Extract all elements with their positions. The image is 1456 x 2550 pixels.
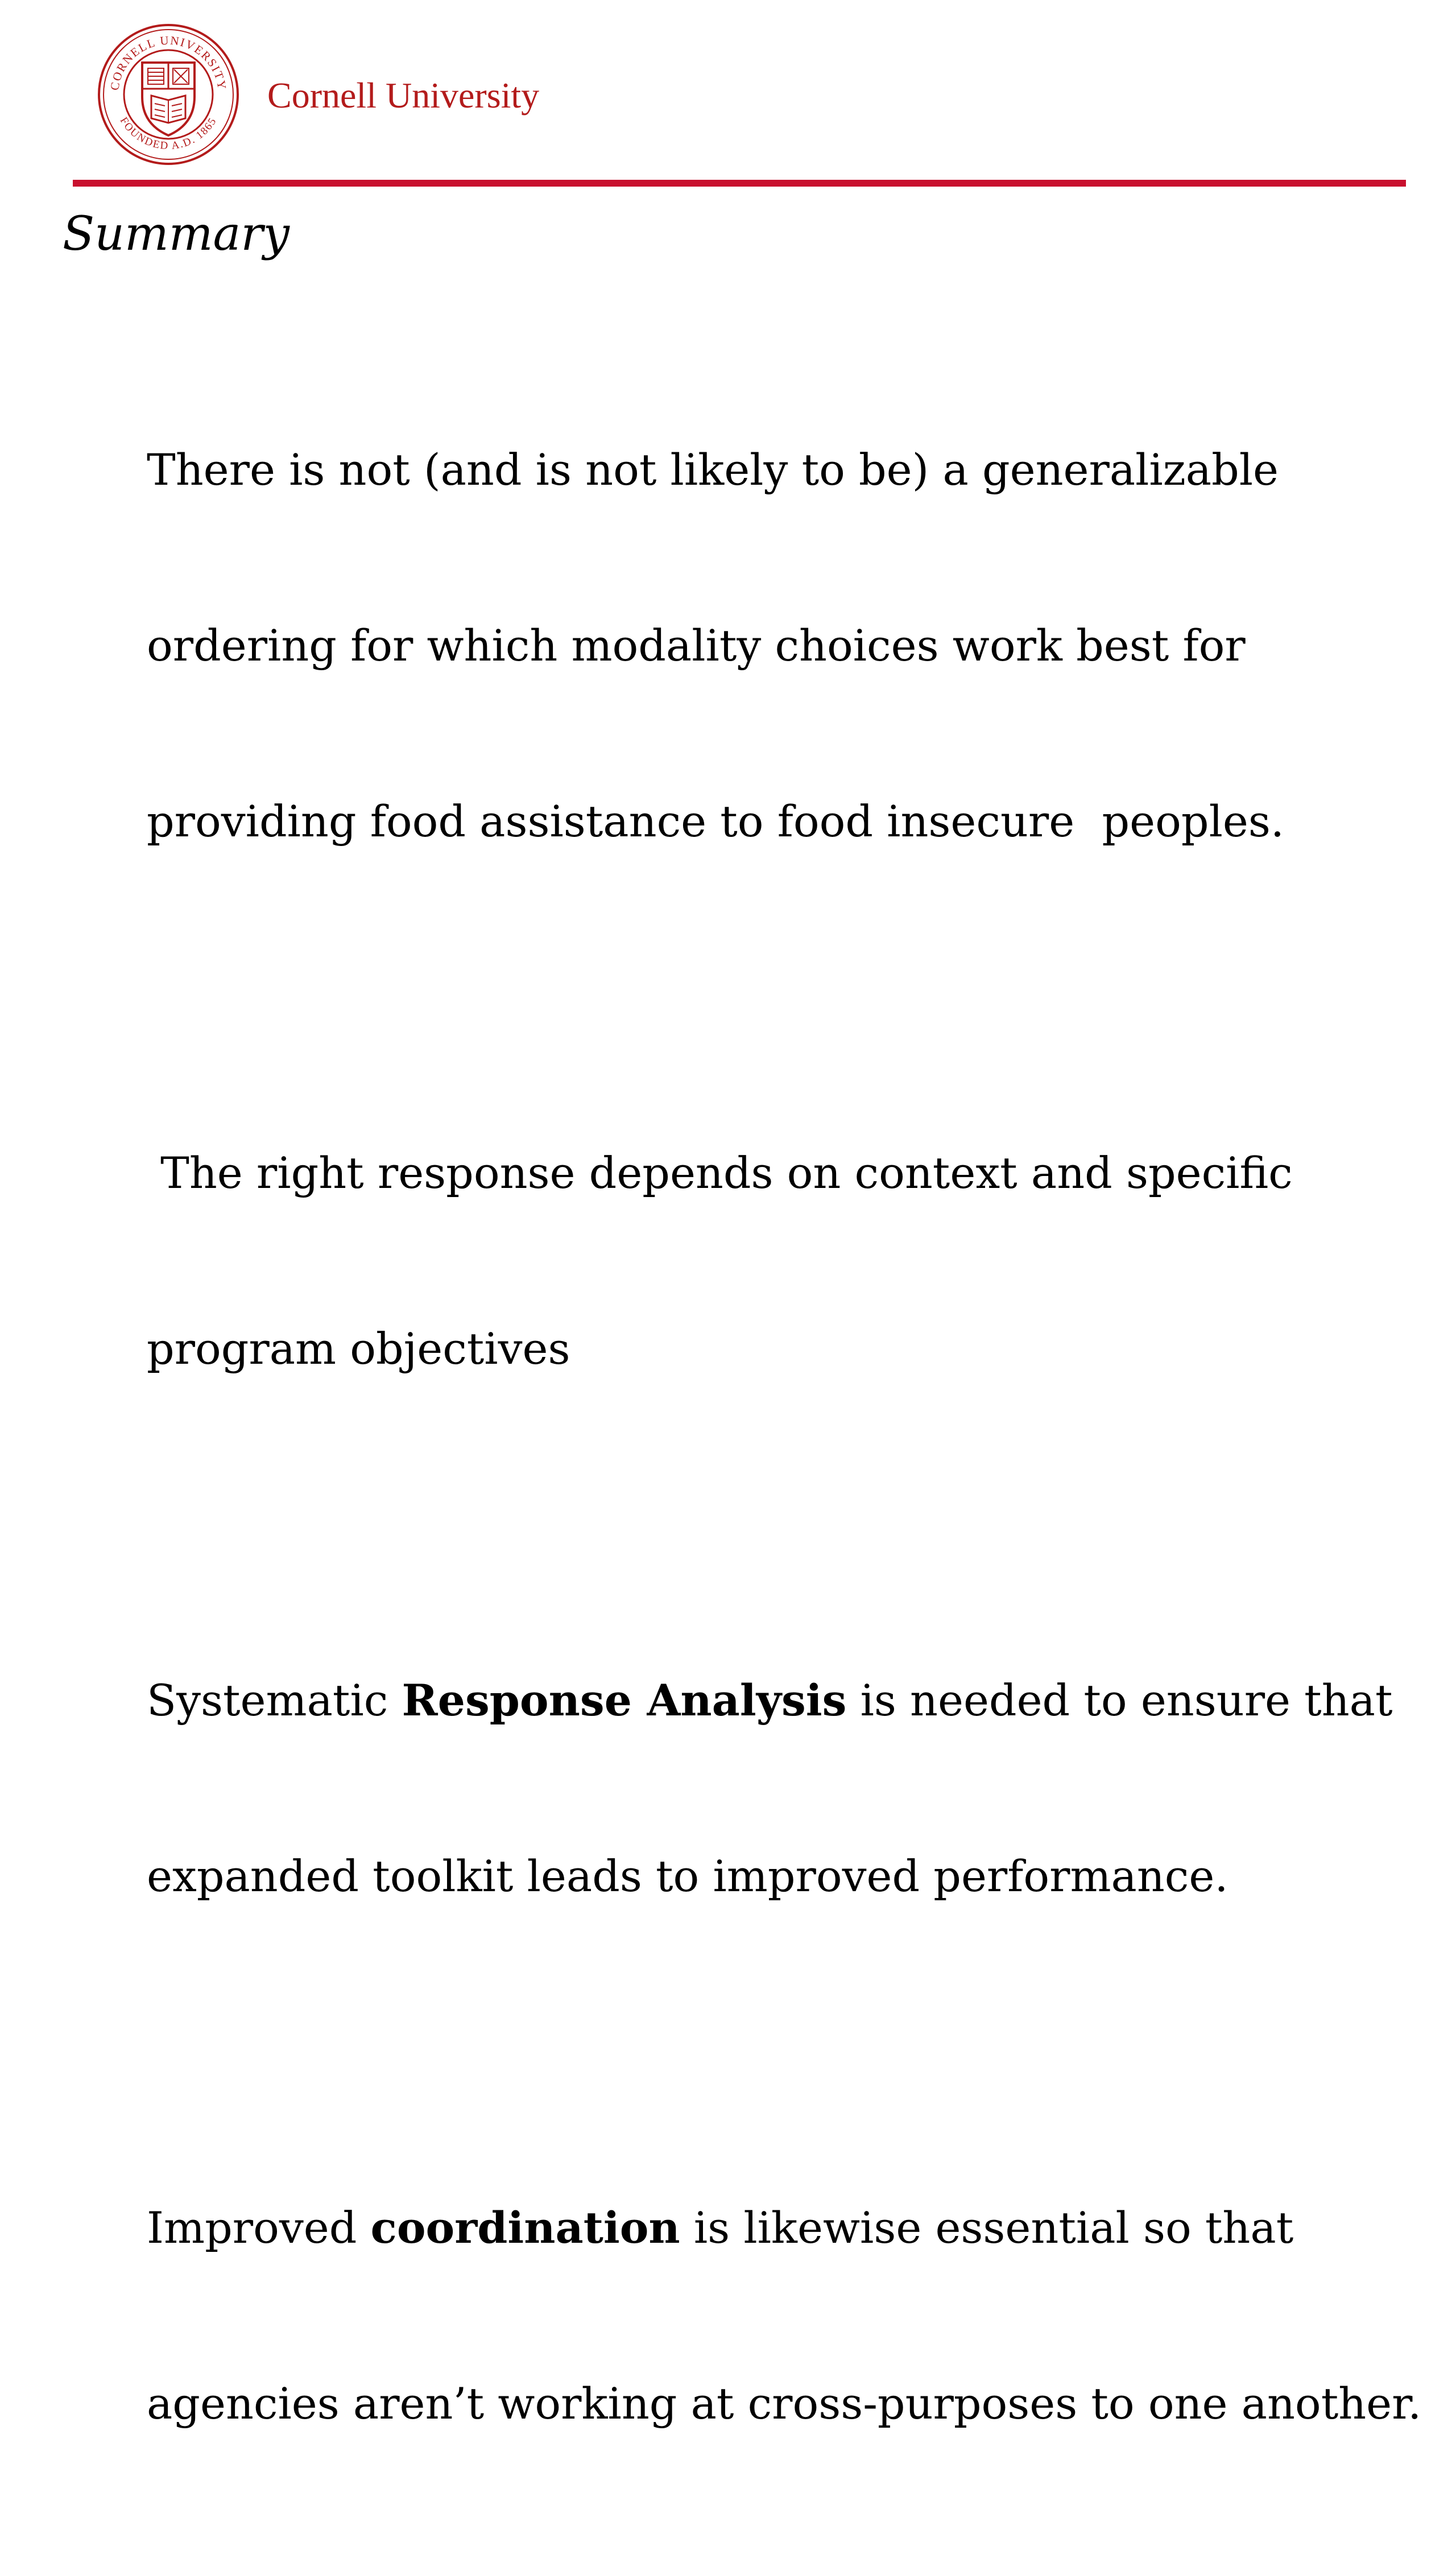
- paragraph-line: expanded toolkit leads to improved performance.: [147, 1851, 1228, 1901]
- university-wordmark: Cornell University: [267, 75, 540, 115]
- paragraph-line: There is not (and is not likely to be) a generalizable: [147, 444, 1279, 495]
- text-run: is likewise essential so that: [680, 2202, 1294, 2253]
- paragraph-spacer: [147, 968, 1426, 1026]
- paragraph-spacer: [147, 2023, 1426, 2081]
- emphasis-coordination: coordination: [370, 2202, 680, 2253]
- paragraph-generalizable-ordering: [147, 323, 1426, 968]
- header-divider-rule: [73, 180, 1406, 187]
- paragraph-line: program objectives: [147, 1323, 570, 1374]
- paragraph-line: [147, 1671, 1426, 1730]
- paragraph-line: [147, 2198, 1426, 2257]
- text-run: is needed to ensure that: [846, 1675, 1393, 1726]
- paragraph-response-analysis: [147, 1554, 1426, 2023]
- paragraph-line: ordering for which modality choices work best for: [147, 620, 1246, 671]
- paragraph-spacer: [147, 1495, 1426, 1554]
- text-run: Improved: [147, 2202, 371, 2253]
- paragraph-coordination: [147, 2081, 1426, 2550]
- cornell-seal-logo: [97, 23, 240, 166]
- text-run: Systematic: [147, 1675, 402, 1726]
- paragraph-line: The right response depends on context and specific: [147, 1148, 1293, 1198]
- paragraph-right-response: [147, 1026, 1426, 1495]
- slide-title: Summary: [63, 207, 289, 261]
- slide-body: [147, 323, 1426, 2550]
- paragraph-line: providing food assistance to food insecure peoples.: [147, 796, 1285, 847]
- svg-text:FOUNDED A.D. 1865: FOUNDED A.D. 1865: [117, 115, 220, 152]
- paragraph-line: agencies aren’t working at cross-purposes to one another.: [147, 2378, 1422, 2429]
- svg-text:CORNELL UNIVERSITY: CORNELL UNIVERSITY: [107, 33, 229, 92]
- emphasis-response-analysis: Response Analysis: [402, 1675, 847, 1726]
